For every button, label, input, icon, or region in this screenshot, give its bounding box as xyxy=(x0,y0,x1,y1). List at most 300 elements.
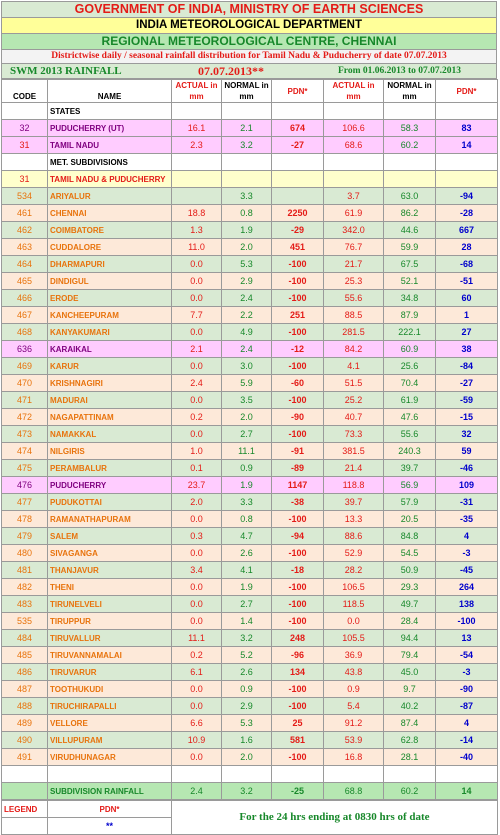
seasonal-actual: 342.0 xyxy=(324,222,384,239)
blank-cell xyxy=(222,171,272,188)
daily-pdn: -90 xyxy=(272,409,324,426)
seasonal-pdn: -31 xyxy=(436,494,498,511)
daily-pdn: -100 xyxy=(272,511,324,528)
row-name: DHARMAPURI xyxy=(48,256,172,273)
row-code: 31 xyxy=(2,137,48,154)
row-code: 470 xyxy=(2,375,48,392)
daily-actual: 0.0 xyxy=(172,579,222,596)
seasonal-normal: 55.6 xyxy=(384,426,436,443)
seasonal-pdn: 4 xyxy=(436,715,498,732)
row-name: ERODE xyxy=(48,290,172,307)
table-row xyxy=(2,341,498,358)
seasonal-pdn: 28 xyxy=(436,239,498,256)
table-row xyxy=(2,409,498,426)
row-code: 32 xyxy=(2,120,48,137)
table-row xyxy=(2,783,498,800)
daily-actual: 6.6 xyxy=(172,715,222,732)
seasonal-normal: 52.1 xyxy=(384,273,436,290)
row-name: DINDIGUL xyxy=(48,273,172,290)
row-code: 463 xyxy=(2,239,48,256)
row-code: 482 xyxy=(2,579,48,596)
daily-actual: 0.0 xyxy=(172,324,222,341)
seasonal-actual: 13.3 xyxy=(324,511,384,528)
blank-cell xyxy=(324,103,384,120)
daily-actual: 0.0 xyxy=(172,681,222,698)
seasonal-actual: 68.6 xyxy=(324,137,384,154)
table-row xyxy=(2,358,498,375)
daily-pdn: -100 xyxy=(272,613,324,630)
daily-actual: 0.0 xyxy=(172,596,222,613)
row-code: 486 xyxy=(2,664,48,681)
department-title: INDIA METEOROLOGICAL DEPARTMENT xyxy=(1,18,497,34)
daily-actual: 2.1 xyxy=(172,341,222,358)
daily-pdn: -38 xyxy=(272,494,324,511)
daily-normal: 2.9 xyxy=(222,273,272,290)
seasonal-normal: 40.2 xyxy=(384,698,436,715)
seasonal-actual: 53.9 xyxy=(324,732,384,749)
seasonal-actual: 118.5 xyxy=(324,596,384,613)
seasonal-normal: 60.2 xyxy=(384,137,436,154)
row-code: 473 xyxy=(2,426,48,443)
blank-cell xyxy=(222,766,272,783)
daily-pdn: -18 xyxy=(272,562,324,579)
seasonal-pdn: 13 xyxy=(436,630,498,647)
row-name: KANYAKUMARI xyxy=(48,324,172,341)
row-name: RAMANATHAPURAM xyxy=(48,511,172,528)
seasonal-normal: 50.9 xyxy=(384,562,436,579)
daily-pdn: -100 xyxy=(272,426,324,443)
daily-normal: 5.9 xyxy=(222,375,272,392)
daily-pdn: -100 xyxy=(272,681,324,698)
seasonal-actual: 61.9 xyxy=(324,205,384,222)
daily-normal: 1.9 xyxy=(222,222,272,239)
table-row xyxy=(2,528,498,545)
seasonal-normal: 62.8 xyxy=(384,732,436,749)
daily-actual: 11.1 xyxy=(172,630,222,647)
seasonal-actual: 0.0 xyxy=(324,613,384,630)
seasonal-normal: 57.9 xyxy=(384,494,436,511)
ministry-title: GOVERNMENT OF INDIA, MINISTRY OF EARTH SCIENCES xyxy=(1,1,497,18)
season-label: SWM 2013 RAINFALL xyxy=(10,65,122,77)
daily-pdn: -100 xyxy=(272,358,324,375)
row-code xyxy=(2,103,48,120)
row-name: PUDUCHERRY xyxy=(48,477,172,494)
table-row xyxy=(2,392,498,409)
row-name: KARUR xyxy=(48,358,172,375)
table-row xyxy=(2,647,498,664)
seasonal-actual: 84.2 xyxy=(324,341,384,358)
daily-normal: 3.3 xyxy=(222,494,272,511)
seasonal-actual: 0.9 xyxy=(324,681,384,698)
seasonal-normal: 59.9 xyxy=(384,239,436,256)
blank-cell xyxy=(436,766,498,783)
row-name: THENI xyxy=(48,579,172,596)
table-row xyxy=(2,460,498,477)
row-code: 478 xyxy=(2,511,48,528)
row-code: 468 xyxy=(2,324,48,341)
daily-pdn: -25 xyxy=(272,783,324,800)
daily-normal: 2.4 xyxy=(222,290,272,307)
seasonal-normal: 240.3 xyxy=(384,443,436,460)
row-code: 535 xyxy=(2,613,48,630)
daily-normal: 2.4 xyxy=(222,341,272,358)
row-code: 534 xyxy=(2,188,48,205)
row-name: PERAMBALUR xyxy=(48,460,172,477)
daily-actual: 0.2 xyxy=(172,409,222,426)
row-code: 491 xyxy=(2,749,48,766)
daily-normal: 2.1 xyxy=(222,120,272,137)
daily-actual: 10.9 xyxy=(172,732,222,749)
seasonal-normal: 94.4 xyxy=(384,630,436,647)
row-name: SIVAGANGA xyxy=(48,545,172,562)
seasonal-pdn: -3 xyxy=(436,545,498,562)
blank-cell xyxy=(272,154,324,171)
seasonal-pdn: -35 xyxy=(436,511,498,528)
blank-cell xyxy=(172,766,222,783)
seasonal-actual: 91.2 xyxy=(324,715,384,732)
daily-pdn: 1147 xyxy=(272,477,324,494)
row-code: 464 xyxy=(2,256,48,273)
daily-normal: 3.5 xyxy=(222,392,272,409)
row-code xyxy=(2,783,48,800)
table-row xyxy=(2,137,498,154)
seasonal-actual: 106.6 xyxy=(324,120,384,137)
daily-normal: 0.9 xyxy=(222,460,272,477)
daily-pdn: 2250 xyxy=(272,205,324,222)
table-row xyxy=(2,426,498,443)
row-name: TIRUNELVELI xyxy=(48,596,172,613)
table-row xyxy=(2,715,498,732)
blank-cell xyxy=(436,171,498,188)
seasonal-normal: 47.6 xyxy=(384,409,436,426)
seasonal-normal: 54.5 xyxy=(384,545,436,562)
daily-pdn: -94 xyxy=(272,528,324,545)
blank-cell xyxy=(172,154,222,171)
row-code: 488 xyxy=(2,698,48,715)
seasonal-pdn: 32 xyxy=(436,426,498,443)
table-row xyxy=(2,511,498,528)
legend-note: For the 24 hrs ending at 0830 hrs of date xyxy=(172,801,498,835)
daily-actual xyxy=(172,188,222,205)
regional-centre-title: REGIONAL METEOROLOGICAL CENTRE, CHENNAI xyxy=(1,34,497,50)
daily-normal: 1.9 xyxy=(222,477,272,494)
row-name: PUDUCHERRY (UT) xyxy=(48,120,172,137)
seasonal-normal: 67.5 xyxy=(384,256,436,273)
section-row xyxy=(2,154,498,171)
seasonal-pdn: -27 xyxy=(436,375,498,392)
table-row xyxy=(2,664,498,681)
seasonal-actual: 36.9 xyxy=(324,647,384,664)
row-code: 483 xyxy=(2,596,48,613)
row-code: 480 xyxy=(2,545,48,562)
table-row xyxy=(2,477,498,494)
seasonal-actual: 55.6 xyxy=(324,290,384,307)
seasonal-actual: 76.7 xyxy=(324,239,384,256)
daily-pdn: -60 xyxy=(272,375,324,392)
row-name: TIRUPPUR xyxy=(48,613,172,630)
daily-normal: 3.3 xyxy=(222,188,272,205)
row-name: CUDDALORE xyxy=(48,239,172,256)
seasonal-pdn: -87 xyxy=(436,698,498,715)
seasonal-actual: 106.5 xyxy=(324,579,384,596)
row-code: 465 xyxy=(2,273,48,290)
seasonal-normal: 28.1 xyxy=(384,749,436,766)
seasonal-actual: 52.9 xyxy=(324,545,384,562)
seasonal-pdn: 667 xyxy=(436,222,498,239)
blank-cell xyxy=(48,766,172,783)
seasonal-actual: 88.6 xyxy=(324,528,384,545)
legend-pdn: PDN* xyxy=(48,801,172,818)
blank-cell xyxy=(324,171,384,188)
seasonal-actual: 21.4 xyxy=(324,460,384,477)
table-row xyxy=(2,290,498,307)
daily-normal: 5.3 xyxy=(222,715,272,732)
seasonal-pdn: -59 xyxy=(436,392,498,409)
seasonal-normal: 61.9 xyxy=(384,392,436,409)
daily-normal: 1.4 xyxy=(222,613,272,630)
seasonal-actual: 88.5 xyxy=(324,307,384,324)
seasonal-pdn: -15 xyxy=(436,409,498,426)
daily-normal: 0.8 xyxy=(222,205,272,222)
seasonal-normal: 34.8 xyxy=(384,290,436,307)
seasonal-normal: 9.7 xyxy=(384,681,436,698)
row-code: 471 xyxy=(2,392,48,409)
row-code: 636 xyxy=(2,341,48,358)
row-code: 466 xyxy=(2,290,48,307)
table-row xyxy=(2,494,498,511)
row-name: KANCHEEPURAM xyxy=(48,307,172,324)
seasonal-pdn: 264 xyxy=(436,579,498,596)
table-row xyxy=(2,324,498,341)
seasonal-pdn: -45 xyxy=(436,562,498,579)
row-name: PUDUKOTTAI xyxy=(48,494,172,511)
seasonal-normal: 87.4 xyxy=(384,715,436,732)
table-row xyxy=(2,256,498,273)
daily-pdn: -91 xyxy=(272,443,324,460)
section-label: STATES xyxy=(48,103,172,120)
daily-pdn: -100 xyxy=(272,698,324,715)
daily-actual: 0.1 xyxy=(172,460,222,477)
daily-pdn: -96 xyxy=(272,647,324,664)
row-name: TAMIL NADU xyxy=(48,137,172,154)
daily-actual: 23.7 xyxy=(172,477,222,494)
daily-normal: 4.1 xyxy=(222,562,272,579)
row-name: SUBDIVISION RAINFALL xyxy=(48,783,172,800)
row-code: 467 xyxy=(2,307,48,324)
daily-normal: 2.9 xyxy=(222,698,272,715)
seasonal-actual: 105.5 xyxy=(324,630,384,647)
seasonal-pdn-header: PDN* xyxy=(436,80,498,103)
daily-pdn: -100 xyxy=(272,596,324,613)
daily-normal: 11.1 xyxy=(222,443,272,460)
rainfall-table xyxy=(1,79,498,800)
seasonal-normal: 58.3 xyxy=(384,120,436,137)
seasonal-pdn: -3 xyxy=(436,664,498,681)
legend-table xyxy=(1,800,498,835)
daily-pdn: 25 xyxy=(272,715,324,732)
daily-pdn: 134 xyxy=(272,664,324,681)
seasonal-actual: 118.8 xyxy=(324,477,384,494)
daily-pdn: -100 xyxy=(272,545,324,562)
daily-pdn: -12 xyxy=(272,341,324,358)
report-description: Districtwise daily / seasonal rainfall distribution for Tamil Nadu & Puducherry of date 07.07.2013 xyxy=(1,50,497,64)
row-name: ARIYALUR xyxy=(48,188,172,205)
row-name: TIRUVALLUR xyxy=(48,630,172,647)
daily-normal: 1.9 xyxy=(222,579,272,596)
table-row xyxy=(2,630,498,647)
daily-pdn: -100 xyxy=(272,579,324,596)
row-name: TOOTHUKUDI xyxy=(48,681,172,698)
daily-pdn: -100 xyxy=(272,324,324,341)
blank-cell xyxy=(436,154,498,171)
seasonal-normal: 222.1 xyxy=(384,324,436,341)
daily-normal: 1.6 xyxy=(222,732,272,749)
seasonal-normal: 86.2 xyxy=(384,205,436,222)
daily-actual: 16.1 xyxy=(172,120,222,137)
daily-normal: 2.7 xyxy=(222,426,272,443)
seasonal-pdn: -40 xyxy=(436,749,498,766)
daily-pdn xyxy=(272,188,324,205)
daily-normal: 2.0 xyxy=(222,749,272,766)
daily-actual: 0.0 xyxy=(172,426,222,443)
row-name: VIRUDHUNAGAR xyxy=(48,749,172,766)
seasonal-pdn: 27 xyxy=(436,324,498,341)
section-row xyxy=(2,103,498,120)
seasonal-normal: 87.9 xyxy=(384,307,436,324)
seasonal-actual: 68.8 xyxy=(324,783,384,800)
seasonal-normal: 60.9 xyxy=(384,341,436,358)
daily-pdn: -100 xyxy=(272,749,324,766)
row-name: TIRUVARUR xyxy=(48,664,172,681)
seasonal-actual: 281.5 xyxy=(324,324,384,341)
seasonal-normal: 49.7 xyxy=(384,596,436,613)
table-row xyxy=(2,443,498,460)
daily-pdn: -29 xyxy=(272,222,324,239)
row-code: 489 xyxy=(2,715,48,732)
daily-actual: 2.4 xyxy=(172,375,222,392)
daily-actual: 0.0 xyxy=(172,290,222,307)
seasonal-normal: 84.8 xyxy=(384,528,436,545)
seasonal-actual: 5.4 xyxy=(324,698,384,715)
blank-cell xyxy=(384,103,436,120)
daily-pdn: 674 xyxy=(272,120,324,137)
daily-pdn: 248 xyxy=(272,630,324,647)
daily-normal: 5.3 xyxy=(222,256,272,273)
seasonal-actual: 25.3 xyxy=(324,273,384,290)
column-header-row xyxy=(2,80,498,103)
seasonal-normal: 79.4 xyxy=(384,647,436,664)
table-row xyxy=(2,613,498,630)
blank-row xyxy=(2,766,498,783)
seasonal-actual: 25.2 xyxy=(324,392,384,409)
row-name: KRISHNAGIRI xyxy=(48,375,172,392)
daily-actual: 0.0 xyxy=(172,273,222,290)
row-code: 476 xyxy=(2,477,48,494)
table-row xyxy=(2,273,498,290)
seasonal-normal: 56.9 xyxy=(384,477,436,494)
seasonal-actual: 43.8 xyxy=(324,664,384,681)
blank-cell xyxy=(384,171,436,188)
seasonal-actual: 3.7 xyxy=(324,188,384,205)
row-code: 484 xyxy=(2,630,48,647)
row-code: 485 xyxy=(2,647,48,664)
legend-double-star: ** xyxy=(48,818,172,835)
daily-actual: 0.2 xyxy=(172,647,222,664)
seasonal-normal: 63.0 xyxy=(384,188,436,205)
row-name: NAMAKKAL xyxy=(48,426,172,443)
table-row xyxy=(2,375,498,392)
row-name: THANJAVUR xyxy=(48,562,172,579)
row-code: 462 xyxy=(2,222,48,239)
table-row xyxy=(2,307,498,324)
table-row xyxy=(2,596,498,613)
daily-actual: 0.0 xyxy=(172,749,222,766)
daily-actual: 6.1 xyxy=(172,664,222,681)
daily-pdn: -100 xyxy=(272,273,324,290)
seasonal-pdn: -51 xyxy=(436,273,498,290)
seasonal-actual: 39.7 xyxy=(324,494,384,511)
daily-normal: 0.9 xyxy=(222,681,272,698)
seasonal-pdn: -14 xyxy=(436,732,498,749)
blank-cell xyxy=(172,103,222,120)
blank-cell xyxy=(222,154,272,171)
seasonal-normal-header: NORMAL in mm xyxy=(384,80,436,103)
table-row xyxy=(2,205,498,222)
daily-actual: 0.0 xyxy=(172,698,222,715)
row-name: VILLUPURAM xyxy=(48,732,172,749)
daily-normal: 0.8 xyxy=(222,511,272,528)
table-row xyxy=(2,681,498,698)
daily-pdn: -100 xyxy=(272,256,324,273)
daily-actual: 7.7 xyxy=(172,307,222,324)
section-label: TAMIL NADU & PUDUCHERRY xyxy=(48,171,172,188)
seasonal-actual: 40.7 xyxy=(324,409,384,426)
table-row xyxy=(2,239,498,256)
seasonal-actual: 16.8 xyxy=(324,749,384,766)
row-code: 461 xyxy=(2,205,48,222)
row-code: 469 xyxy=(2,358,48,375)
daily-actual: 0.0 xyxy=(172,392,222,409)
seasonal-normal: 39.7 xyxy=(384,460,436,477)
seasonal-pdn: -28 xyxy=(436,205,498,222)
seasonal-pdn: -84 xyxy=(436,358,498,375)
seasonal-pdn: 59 xyxy=(436,443,498,460)
daily-actual: 2.0 xyxy=(172,494,222,511)
daily-actual: 0.0 xyxy=(172,358,222,375)
row-code: 487 xyxy=(2,681,48,698)
seasonal-actual: 28.2 xyxy=(324,562,384,579)
row-name: NILGIRIS xyxy=(48,443,172,460)
seasonal-pdn: 83 xyxy=(436,120,498,137)
table-row xyxy=(2,732,498,749)
daily-normal: 2.6 xyxy=(222,664,272,681)
daily-pdn: 451 xyxy=(272,239,324,256)
row-name: MADURAI xyxy=(48,392,172,409)
blank-cell xyxy=(172,171,222,188)
seasonal-pdn: -46 xyxy=(436,460,498,477)
seasonal-pdn: 38 xyxy=(436,341,498,358)
code-column-header: CODE xyxy=(2,80,48,103)
daily-normal: 4.9 xyxy=(222,324,272,341)
seasonal-actual: 4.1 xyxy=(324,358,384,375)
daily-actual: 0.0 xyxy=(172,613,222,630)
seasonal-actual: 21.7 xyxy=(324,256,384,273)
row-code: 490 xyxy=(2,732,48,749)
row-name: COIMBATORE xyxy=(48,222,172,239)
table-row xyxy=(2,188,498,205)
row-code: 475 xyxy=(2,460,48,477)
daily-actual: 1.3 xyxy=(172,222,222,239)
